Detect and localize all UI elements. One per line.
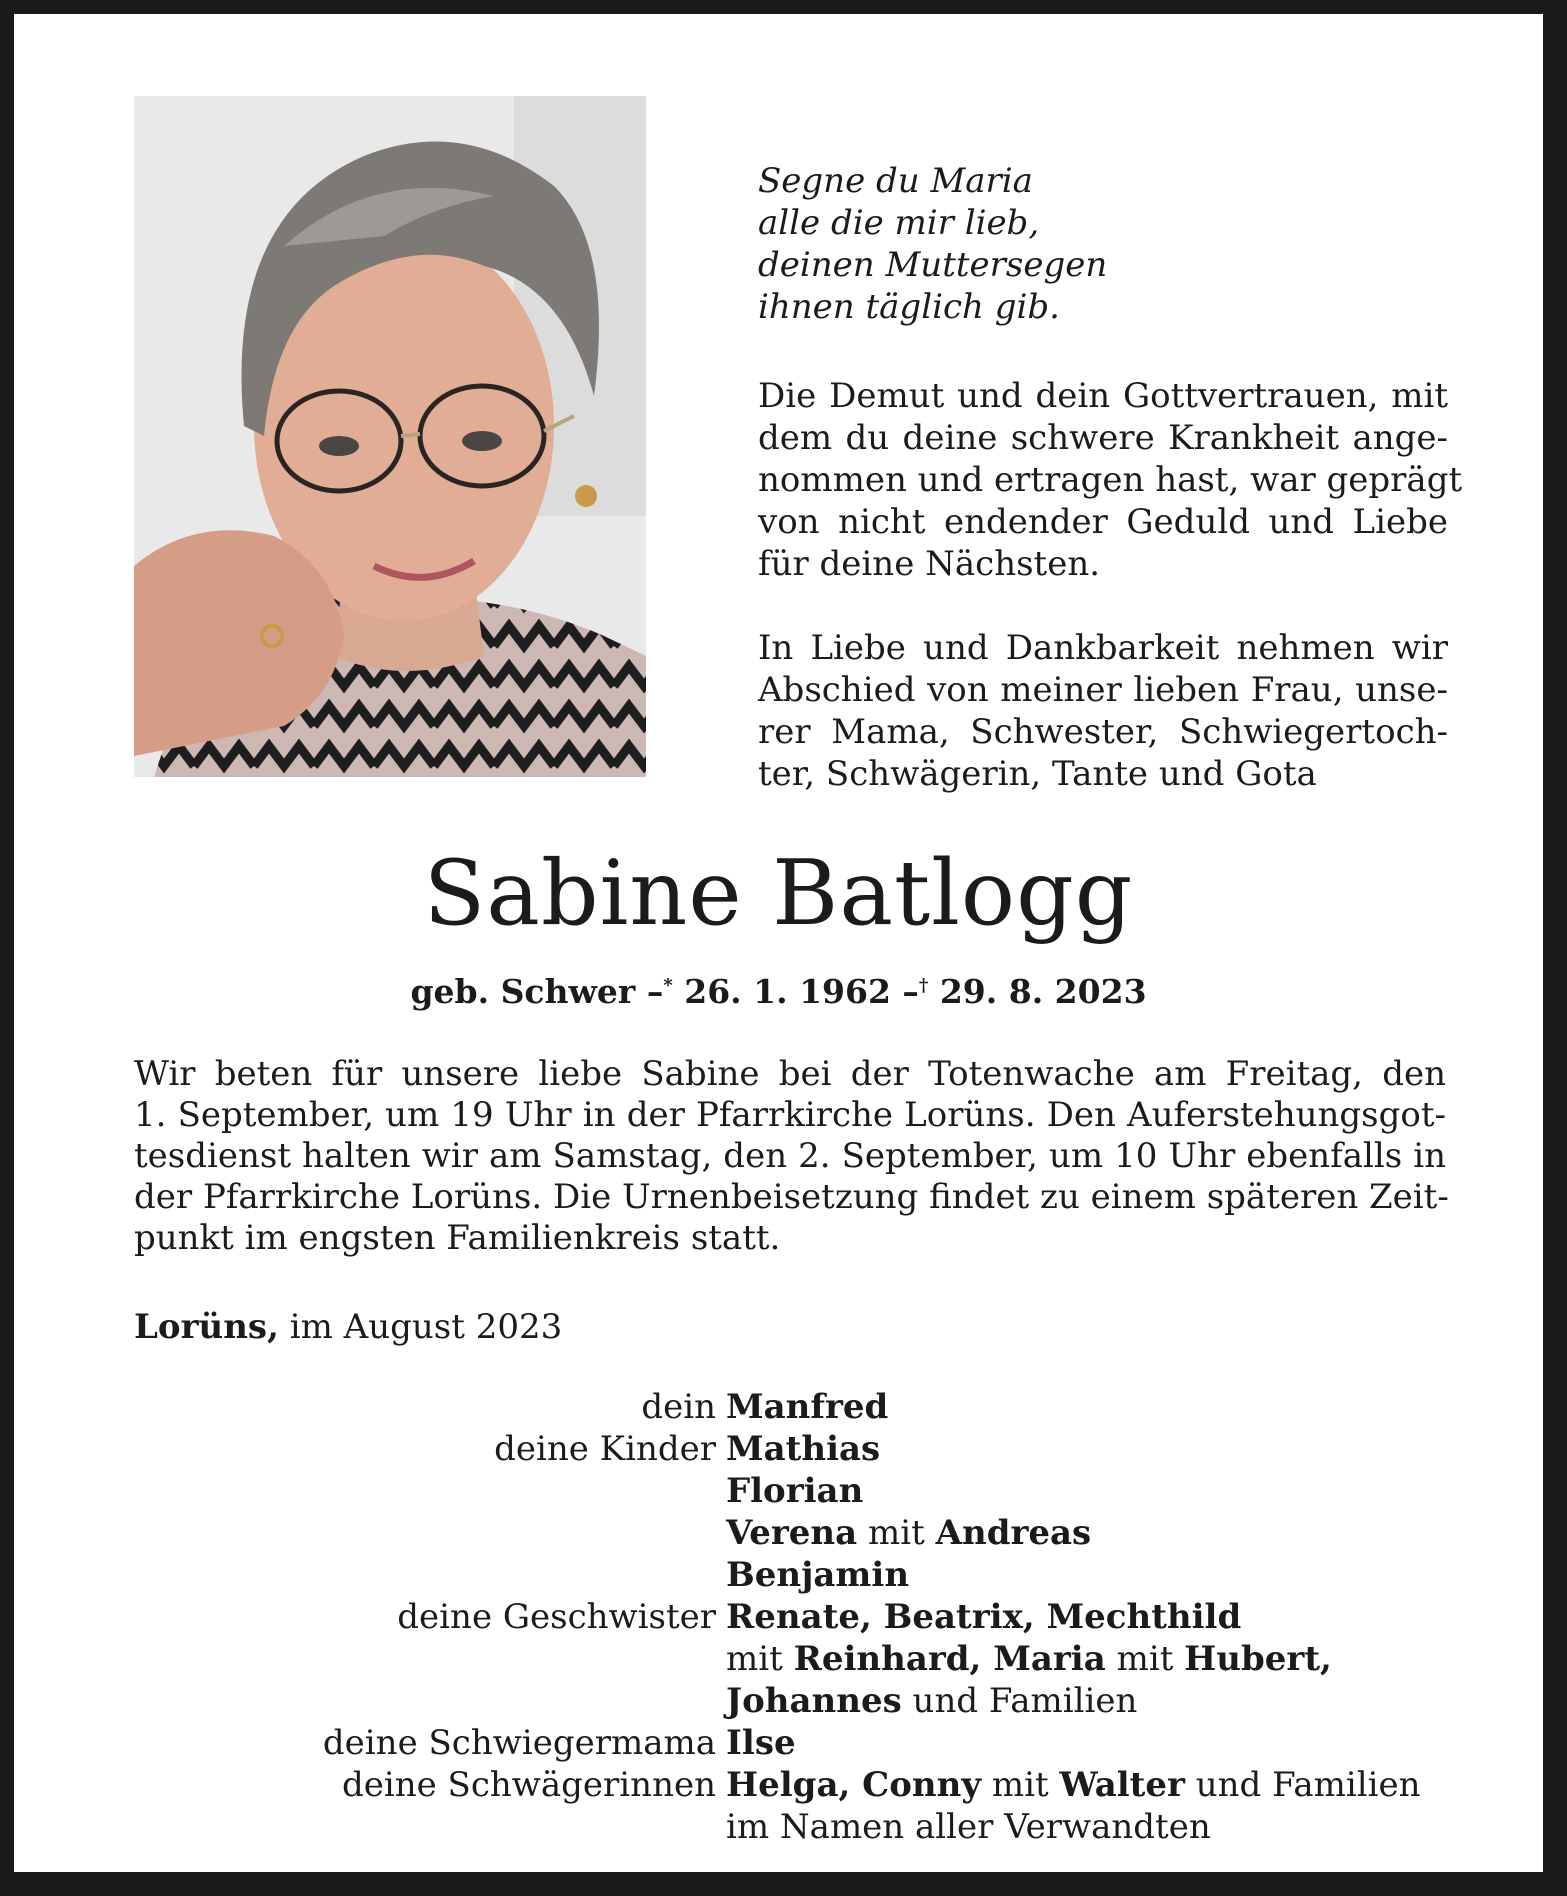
relation-label — [14, 1680, 726, 1722]
mourner-name: Walter — [1059, 1765, 1185, 1805]
relation-label: dein — [641, 1387, 716, 1427]
text-line: tesdienst halten wir am Samstag, den 2. September, um 10 Uhr ebenfalls in — [134, 1136, 1446, 1176]
connector-text: mit — [868, 1513, 925, 1553]
relation-label — [14, 1554, 726, 1596]
text-line: rer Mama, Schwester, Schwiegertoch- — [758, 712, 1448, 752]
mourner-row — [14, 1512, 1551, 1554]
poem-line: deinen Muttersegen — [758, 245, 1108, 285]
relation-label — [14, 1512, 726, 1554]
mourner-name: Andreas — [935, 1513, 1092, 1553]
tribute-paragraph — [758, 375, 1463, 585]
text-line: Wir beten für unsere liebe Sabine bei der Totenwache am Freitag, den — [134, 1054, 1446, 1094]
separator: – — [646, 972, 664, 1011]
text-line: Abschied von meiner lieben Frau, unse- — [758, 670, 1448, 710]
death-symbol: † — [918, 975, 929, 996]
mourner-name: Hubert, — [1184, 1639, 1332, 1679]
place-town: Lorüns, — [134, 1307, 279, 1347]
text-line: Die Demut und dein Gottvertrauen, mit — [758, 376, 1448, 416]
death-date: 29. 8. 2023 — [939, 972, 1147, 1011]
maiden-name: geb. Schwer — [410, 972, 636, 1011]
relation-label: deine Schwägerinnen — [341, 1765, 716, 1805]
mourner-name: Benjamin — [726, 1555, 910, 1595]
poem-line: alle die mir lieb, — [758, 203, 1040, 243]
mourner-names — [726, 1638, 1332, 1680]
place-date: im August 2023 — [289, 1307, 563, 1347]
connector-text: und Familien — [1195, 1765, 1421, 1805]
connector-text: im Namen aller Verwandten — [726, 1807, 1211, 1847]
mourner-names — [726, 1596, 1241, 1638]
connector-text: mit — [726, 1639, 783, 1679]
relation-label — [14, 1470, 726, 1512]
mourner-names — [726, 1470, 863, 1512]
separator: – — [902, 972, 919, 1011]
mourner-names — [726, 1428, 880, 1470]
mourner-name: Renate, Beatrix, Mechthild — [726, 1597, 1242, 1637]
mourner-name: Florian — [726, 1471, 864, 1511]
relation-label: deine Kinder — [494, 1429, 716, 1469]
text-line: von nicht endender Geduld und Liebe — [758, 502, 1448, 542]
birth-symbol: * — [663, 975, 673, 996]
poem — [758, 160, 1107, 328]
mourner-row — [14, 1806, 1551, 1848]
mourners-list — [14, 1386, 1551, 1848]
mourner-row — [14, 1470, 1551, 1512]
relation-label — [14, 1638, 726, 1680]
mourner-row — [14, 1680, 1551, 1722]
mourner-names — [726, 1722, 796, 1764]
mourner-name: Verena — [726, 1513, 858, 1553]
relation-label: deine Geschwister — [397, 1597, 716, 1637]
relation-label: deine Schwiegermama — [322, 1723, 716, 1763]
mourner-name: Manfred — [726, 1387, 889, 1427]
text-line: für deine Nächsten. — [758, 544, 1101, 584]
mourner-names — [726, 1386, 888, 1428]
connector-text: mit — [991, 1765, 1049, 1805]
text-line: der Pfarrkirche Lorüns. Die Urnenbeisetzung findet zu einem späteren Zeit- — [134, 1177, 1449, 1217]
portrait-photo — [134, 96, 646, 777]
mourner-names — [726, 1554, 909, 1596]
connector-text: und Familien — [912, 1681, 1138, 1721]
mourner-names — [726, 1806, 1211, 1848]
mourner-row — [14, 1428, 1551, 1470]
relation-label — [14, 1806, 726, 1848]
mourner-names — [726, 1680, 1137, 1722]
text-line: In Liebe und Dankbarkeit nehmen wir — [758, 628, 1448, 668]
mourner-name: Mathias — [726, 1429, 881, 1469]
mourner-names — [726, 1764, 1421, 1806]
mourner-row — [14, 1554, 1551, 1596]
mourner-row — [14, 1638, 1551, 1680]
mourner-name: Ilse — [726, 1723, 796, 1763]
mourner-row — [14, 1386, 1551, 1428]
connector-text: mit — [1116, 1639, 1174, 1679]
place-and-date — [134, 1306, 562, 1348]
mourner-names — [726, 1512, 1091, 1554]
deceased-name: Sabine Batlogg — [423, 841, 1134, 946]
poem-line: Segne du Maria — [758, 161, 1033, 201]
text-line: 1. September, um 19 Uhr in der Pfarrkirche Lorüns. Den Auferstehungsgot- — [134, 1095, 1446, 1135]
birth-date: 26. 1. 1962 — [684, 972, 891, 1011]
mourner-name: Johannes — [726, 1681, 902, 1721]
text-line: ter, Schwägerin, Tante und Gota — [758, 754, 1317, 794]
life-dates — [14, 966, 1543, 1012]
obituary-page — [10, 10, 1547, 1876]
text-line: dem du deine schwere Krankheit ange- — [758, 418, 1448, 458]
text-line: punkt im engsten Familienkreis statt. — [134, 1218, 781, 1258]
mourner-row — [14, 1764, 1551, 1806]
poem-line: ihnen täglich gib. — [758, 287, 1060, 327]
service-details — [134, 1054, 1449, 1259]
mourner-name: Helga, Conny — [726, 1765, 982, 1805]
mourner-name: Reinhard, Maria — [793, 1639, 1106, 1679]
farewell-paragraph — [758, 627, 1448, 795]
mourner-row — [14, 1596, 1551, 1638]
mourner-row — [14, 1722, 1551, 1764]
text-line: nommen und ertragen hast, war geprägt — [758, 460, 1463, 500]
